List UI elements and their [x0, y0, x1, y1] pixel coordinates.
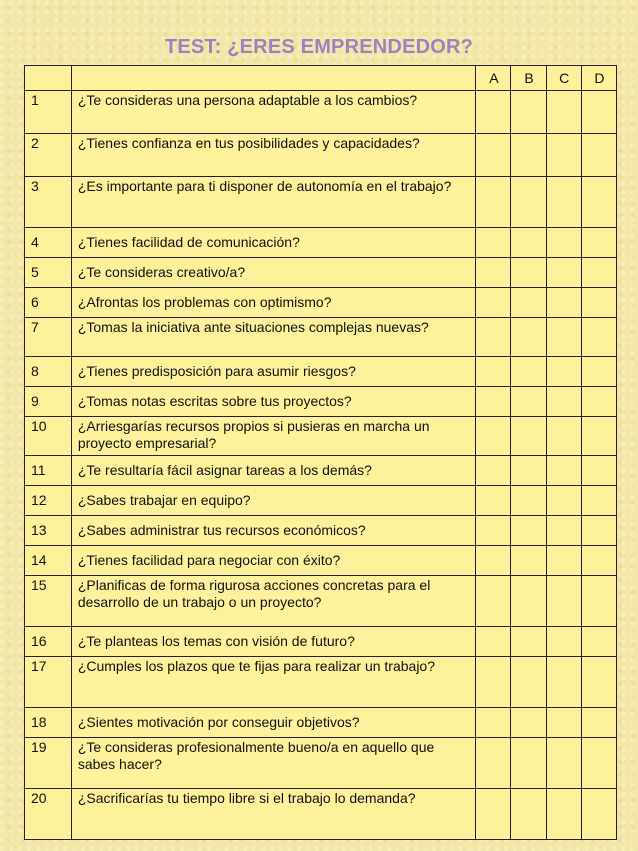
- question-text: ¿Sacrificarías tu tiempo libre si el trabajo lo demanda?: [71, 789, 475, 840]
- answer-cell-c[interactable]: [546, 91, 581, 134]
- question-text: ¿Es importante para ti disponer de autonomía en el trabajo?: [71, 177, 475, 228]
- answer-cell-b[interactable]: [511, 417, 546, 456]
- question-text: ¿Sabes administrar tus recursos económicos?: [71, 516, 475, 546]
- answer-cell-c[interactable]: [546, 228, 581, 258]
- answer-cell-d[interactable]: [581, 357, 616, 387]
- question-row: [25, 258, 617, 288]
- answer-cell-a[interactable]: [476, 91, 511, 134]
- answer-cell-a[interactable]: [476, 627, 511, 657]
- question-text: ¿Tienes confianza en tus posibilidades y capacidades?: [71, 134, 475, 177]
- question-number: 11: [25, 456, 72, 486]
- question-number: 8: [25, 357, 72, 387]
- question-number: 20: [25, 789, 72, 840]
- table-header-row: [25, 66, 617, 91]
- answer-cell-c[interactable]: [546, 177, 581, 228]
- question-number: 5: [25, 258, 72, 288]
- answer-cell-c[interactable]: [546, 708, 581, 738]
- question-row: [25, 516, 617, 546]
- question-text: ¿Cumples los plazos que te fijas para realizar un trabajo?: [71, 657, 475, 708]
- question-text: ¿Te consideras una persona adaptable a los cambios?: [71, 91, 475, 134]
- question-row: [25, 288, 617, 318]
- question-number: 17: [25, 657, 72, 708]
- question-number: 16: [25, 627, 72, 657]
- answer-cell-a[interactable]: [476, 486, 511, 516]
- question-number: 13: [25, 516, 72, 546]
- answer-cell-c[interactable]: [546, 546, 581, 576]
- question-text: ¿Tienes facilidad para negociar con éxito?: [71, 546, 475, 576]
- question-number: 18: [25, 708, 72, 738]
- answer-cell-c[interactable]: [546, 576, 581, 627]
- answer-cell-b[interactable]: [511, 258, 546, 288]
- answer-cell-a[interactable]: [476, 708, 511, 738]
- answer-cell-d[interactable]: [581, 576, 616, 627]
- answer-cell-a[interactable]: [476, 318, 511, 357]
- question-text: ¿Te consideras profesionalmente bueno/a en aquello que sabes hacer?: [71, 738, 475, 789]
- answer-cell-a[interactable]: [476, 789, 511, 840]
- answer-cell-a[interactable]: [476, 546, 511, 576]
- question-number: 14: [25, 546, 72, 576]
- question-row: [25, 134, 617, 177]
- answer-cell-d[interactable]: [581, 456, 616, 486]
- question-number: 15: [25, 576, 72, 627]
- question-number: 6: [25, 288, 72, 318]
- answer-cell-a[interactable]: [476, 288, 511, 318]
- question-row: [25, 318, 617, 357]
- answer-cell-b[interactable]: [511, 738, 546, 789]
- question-row: [25, 789, 617, 840]
- question-number: 10: [25, 417, 72, 456]
- answer-cell-c[interactable]: [546, 456, 581, 486]
- page-title: TEST: ¿ERES EMPRENDEDOR?: [164, 36, 474, 58]
- header-number-cell: [25, 66, 72, 91]
- question-text: ¿Te planteas los temas con visión de futuro?: [71, 627, 475, 657]
- answer-cell-b[interactable]: [511, 516, 546, 546]
- answer-cell-a[interactable]: [476, 657, 511, 708]
- answer-cell-b[interactable]: [511, 576, 546, 627]
- answer-cell-a[interactable]: [476, 357, 511, 387]
- answer-cell-c[interactable]: [546, 516, 581, 546]
- answer-cell-c[interactable]: [546, 657, 581, 708]
- answer-cell-b[interactable]: [511, 546, 546, 576]
- question-row: [25, 456, 617, 486]
- question-text: ¿Sabes trabajar en equipo?: [71, 486, 475, 516]
- question-text: ¿Planificas de forma rigurosa acciones concretas para el desarrollo de un trabajo o un proyecto?: [71, 576, 475, 627]
- header-option-d: D: [581, 66, 616, 91]
- answer-cell-d[interactable]: [581, 417, 616, 456]
- answer-cell-c[interactable]: [546, 357, 581, 387]
- answer-cell-d[interactable]: [581, 708, 616, 738]
- answer-cell-d[interactable]: [581, 91, 616, 134]
- question-number: 4: [25, 228, 72, 258]
- answer-cell-b[interactable]: [511, 627, 546, 657]
- question-text: ¿Arriesgarías recursos propios si pusieras en marcha un proyecto empresarial?: [71, 417, 475, 456]
- question-number: 9: [25, 387, 72, 417]
- answer-cell-d[interactable]: [581, 387, 616, 417]
- answer-cell-b[interactable]: [511, 228, 546, 258]
- question-number: 3: [25, 177, 72, 228]
- answer-cell-b[interactable]: [511, 357, 546, 387]
- answer-cell-b[interactable]: [511, 387, 546, 417]
- question-row: [25, 387, 617, 417]
- answer-cell-c[interactable]: [546, 318, 581, 357]
- question-number: 19: [25, 738, 72, 789]
- question-text: ¿Tienes facilidad de comunicación?: [71, 228, 475, 258]
- question-number: 1: [25, 91, 72, 134]
- answer-cell-a[interactable]: [476, 387, 511, 417]
- header-option-a: A: [476, 66, 511, 91]
- questionnaire-table: [24, 65, 617, 840]
- answer-cell-c[interactable]: [546, 134, 581, 177]
- answer-cell-d[interactable]: [581, 789, 616, 840]
- header-question-cell: [71, 66, 475, 91]
- answer-cell-d[interactable]: [581, 228, 616, 258]
- question-row: [25, 708, 617, 738]
- answer-cell-a[interactable]: [476, 516, 511, 546]
- answer-cell-c[interactable]: [546, 258, 581, 288]
- question-row: [25, 177, 617, 228]
- answer-cell-c[interactable]: [546, 288, 581, 318]
- answer-cell-c[interactable]: [546, 789, 581, 840]
- answer-cell-d[interactable]: [581, 627, 616, 657]
- answer-cell-d[interactable]: [581, 738, 616, 789]
- answer-cell-a[interactable]: [476, 456, 511, 486]
- answer-cell-d[interactable]: [581, 657, 616, 708]
- answer-cell-b[interactable]: [511, 456, 546, 486]
- answer-cell-a[interactable]: [476, 134, 511, 177]
- answer-cell-c[interactable]: [546, 486, 581, 516]
- answer-cell-b[interactable]: [511, 288, 546, 318]
- question-row: [25, 91, 617, 134]
- question-text: ¿Tomas la iniciativa ante situaciones complejas nuevas?: [71, 318, 475, 357]
- answer-cell-b[interactable]: [511, 177, 546, 228]
- question-row: [25, 576, 617, 627]
- question-text: ¿Afrontas los problemas con optimismo?: [71, 288, 475, 318]
- answer-cell-c[interactable]: [546, 627, 581, 657]
- question-text: ¿Te consideras creativo/a?: [71, 258, 475, 288]
- answer-cell-d[interactable]: [581, 288, 616, 318]
- answer-cell-b[interactable]: [511, 486, 546, 516]
- header-option-c: C: [546, 66, 581, 91]
- answer-cell-d[interactable]: [581, 258, 616, 288]
- question-number: 12: [25, 486, 72, 516]
- answer-cell-d[interactable]: [581, 486, 616, 516]
- question-row: [25, 546, 617, 576]
- question-text: ¿Sientes motivación por conseguir objetivos?: [71, 708, 475, 738]
- answer-cell-b[interactable]: [511, 318, 546, 357]
- question-text: ¿Tienes predisposición para asumir riesgos?: [71, 357, 475, 387]
- answer-cell-a[interactable]: [476, 258, 511, 288]
- question-row: [25, 738, 617, 789]
- answer-cell-c[interactable]: [546, 387, 581, 417]
- question-row: [25, 228, 617, 258]
- answer-cell-b[interactable]: [511, 708, 546, 738]
- answer-cell-d[interactable]: [581, 134, 616, 177]
- question-row: [25, 627, 617, 657]
- answer-cell-a[interactable]: [476, 177, 511, 228]
- answer-cell-a[interactable]: [476, 576, 511, 627]
- question-row: [25, 657, 617, 708]
- question-row: [25, 417, 617, 456]
- answer-cell-b[interactable]: [511, 657, 546, 708]
- answer-cell-a[interactable]: [476, 228, 511, 258]
- answer-cell-d[interactable]: [581, 318, 616, 357]
- question-text: ¿Te resultaría fácil asignar tareas a los demás?: [71, 456, 475, 486]
- answer-cell-a[interactable]: [476, 738, 511, 789]
- question-number: 2: [25, 134, 72, 177]
- answer-cell-d[interactable]: [581, 546, 616, 576]
- question-number: 7: [25, 318, 72, 357]
- answer-cell-c[interactable]: [546, 738, 581, 789]
- answer-cell-b[interactable]: [511, 91, 546, 134]
- answer-cell-d[interactable]: [581, 177, 616, 228]
- header-option-b: B: [511, 66, 546, 91]
- answer-cell-c[interactable]: [546, 417, 581, 456]
- answer-cell-a[interactable]: [476, 417, 511, 456]
- answer-cell-b[interactable]: [511, 789, 546, 840]
- question-row: [25, 357, 617, 387]
- question-row: [25, 486, 617, 516]
- answer-cell-d[interactable]: [581, 516, 616, 546]
- answer-cell-b[interactable]: [511, 134, 546, 177]
- question-text: ¿Tomas notas escritas sobre tus proyectos?: [71, 387, 475, 417]
